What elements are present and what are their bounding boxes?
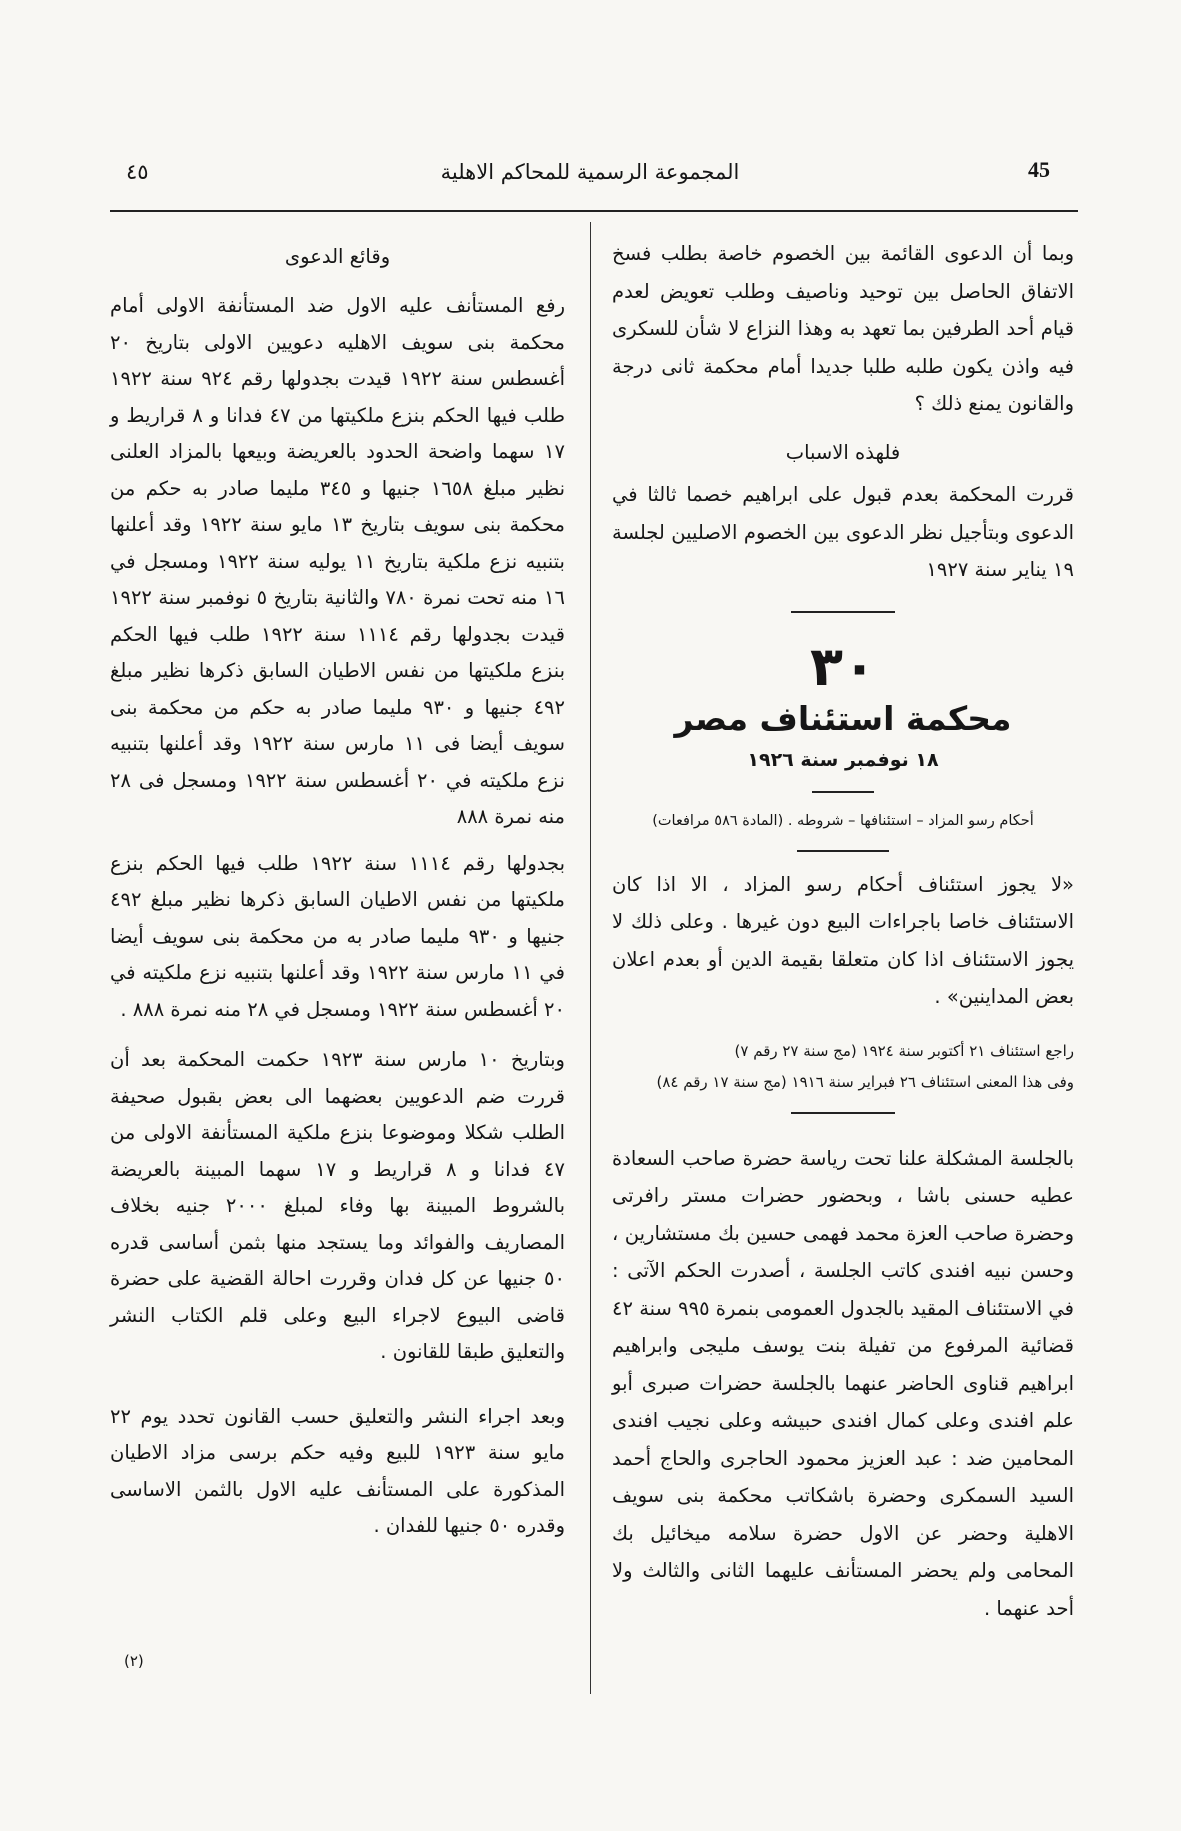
judgment-date: ١٨ نوفمبر سنة ١٩٢٦: [747, 748, 939, 771]
session-paragraph: بالجلسة المشكلة علنا تحت رياسة حضرة صاحب السعادة عطيه حسنى باشا ، وبحضور حضرات مستر رافرتى وحضرة صاحب العزة محمد فهمى حسين بك مستشارين ، وحسن نبيه افندى كاتب الجلسة ، أصدرت الحكم الآتى : في الاستئناف المقيد بالجدول العمومى بنمرة ٩٩٥ سنة ٤٢ قضائية المرفوع من تفيلة بنت يوسف مليجى وابراهيم ابراهيم قناوى الحاضر عنهما بالجلسة حضرات صبرى أبو علم افندى وعلى كمال افندى حبيشه وعلى نجيب افندى المحامين ضد : عبد العزيز محمود الحاجرى والحاج أحمد السيد السمكرى وحضرة باشكاتب محكمة بنى سويف الاهلية وحضر عن الاول حضرة سلامه ميخائيل بك المحامى ولم يحضر المستأنف عليهما الثانى والثالث ولا أحد عنهما .: [612, 1146, 1074, 1620]
court-name: محكمة استئناف مصر: [674, 698, 1012, 738]
page-number-arabic: ٤٥: [126, 160, 149, 184]
running-title: المجموعة الرسمية للمحاكم الاهلية: [440, 160, 740, 184]
facts-heading: وقائع الدعوى: [284, 245, 391, 268]
reasons-heading: فلهذه الاسباب: [785, 440, 901, 464]
decision-paragraph: وبما أن الدعوى القائمة بين الخصوم خاصة بطلب فسخ الاتفاق الحاصل بين توحيد وناصيف وطلب تعويض لعدم قيام أحد الطرفين بما تعهد به وهذا النزاع لا شأن للسكرى فيه واذن يكون طلبه طلبا جديدا أمام محكمة ثانى درجة والقانون يمنع ذلك ؟: [612, 242, 1074, 415]
reference-line: وفى هذا المعنى استئناف ٢٦ فبراير سنة ١٩١٦ (مج سنة ١٧ رقم ٨٤): [656, 1072, 1074, 1091]
column-divider: [590, 222, 591, 1694]
section-divider: [791, 1112, 895, 1114]
headnote: «لا يجوز استئناف أحكام رسو المزاد ، الا اذا كان الاستئناف خاصا باجراءات البيع دون غيرها . وعلى ذلك لا يجوز الاستئناف اذا كان متعلقا بقيمة الدين أو بعدم اعلان بعض المداينين» .: [612, 872, 1074, 1008]
section-divider: [812, 791, 874, 793]
subject-line: أحكام رسو المزاد – استئنافها – شروطه . (المادة ٥٨٦ مرافعات): [652, 812, 1034, 829]
section-divider: [791, 611, 895, 613]
references: [612, 1036, 1074, 1098]
ruling-paragraph: قررت المحكمة بعدم قبول على ابراهيم خصما ثالثا في الدعوى وبتأجيل نظر الدعوى بين الخصوم الاصليين لجلسة ١٩ يناير سنة ١٩٢٧: [612, 483, 1074, 581]
page-number-latin: 45: [1028, 157, 1050, 182]
facts-paragraph: بجدولها رقم ١١١٤ سنة ١٩٢٢ طلب فيها الحكم بنزع ملكيتها من نفس الاطيان السابق ذكرها نظير مبلغ ٤٩٢ جنيها و ٩٣٠ مليما صادر به من محكمة بنى سويف أيضا في ١١ مارس سنة ١٩٢٢ وقد أعلنها بتنبيه نزع ملكيته في ٢٠ أغسطس سنة ١٩٢٢ ومسجل في ٢٨ منه نمرة ٨٨٨ .: [110, 851, 565, 1021]
signature-mark: (٢): [124, 1652, 144, 1670]
facts-paragraph: وبتاريخ ١٠ مارس سنة ١٩٢٣ حكمت المحكمة بعد أن قررت ضم الدعويين بعضهما الى بعض بقبول صحيفة الطلب شكلا وموضوعا بنزع ملكية المستأنفة الاولى من ٤٧ فدانا و ٨ قراريط و ١٧ سهما المبينة بالعريضة بالشروط المبينة بها وفاء لمبلغ ٢٠٠٠ جنيه بخلاف المصاريف والفوائد وما يستجد منها بثمن أساسى قدره ٥٠ جنيها عن كل فدان وقررت احالة القضية على حضرة قاضى البيوع لاجراء البيع وعلى قلم الكتاب النشر والتعليق طبقا للقانون .: [110, 1048, 565, 1363]
reference-line: راجع استئناف ٢١ أكتوبر سنة ١٩٢٤ (مج سنة ٢٧ رقم ٧): [734, 1041, 1074, 1060]
facts-paragraph: وبعد اجراء النشر والتعليق حسب القانون تحدد يوم ٢٢ مايو سنة ١٩٢٣ للبيع وفيه حكم برسى مزاد الاطيان المذكورة على المستأنف عليه الاول بالثمن الاساسى وقدره ٥٠ جنيها للفدان .: [110, 1404, 566, 1537]
case-number: ٣٠: [810, 634, 876, 698]
right-column: [612, 235, 1074, 1627]
header-rule: [110, 210, 1078, 212]
left-column: [110, 238, 565, 1545]
section-divider: [797, 850, 889, 852]
facts-paragraph: رفع المستأنف عليه الاول ضد المستأنفة الاولى أمام محكمة بنى سويف الاهليه دعويين الاولى بتاريخ ٢٠ أغسطس سنة ١٩٢٢ قيدت بجدولها رقم ٩٢٤ سنة ١٩٢٢ طلب فيها الحكم بنزع ملكيتها من ٤٧ فدانا و ٨ قراريط و ١٧ سهما واضحة الحدود بالعريضة وبيعها بالمزاد العلنى نظير مبلغ ١٦٥٨ جنيها و ٣٤٥ مليما صادر به حكم من محكمة بنى سويف بتاريخ ١٣ مايو سنة ١٩٢٢ وقد أعلنها بتنبيه نزع ملكية بتاريخ ١١ يوليه سنة ١٩٢٢ ومسجل في ١٦ منه تحت نمرة ٧٨٠ والثانية بتاريخ ٥ نوفمبر سنة ١٩٢٢ قيدت بجدولها رقم ١١١٤ سنة ١٩٢٢ طلب فيها الحكم بنزع ملكيتها من نفس الاطيان السابق ذكرها نظير مبلغ ٤٩٢ جنيها و ٩٣٠ مليما صادر به حكم من محكمة بنى سويف أيضا فى ١١ مارس سنة ١٩٢٢ وقد أعلنها بتنبيه نزع ملكيته في ٢٠ أغسطس سنة ١٩٢٢ ومسجل فى ٢٨ منه نمرة ٨٨٨: [110, 294, 566, 828]
